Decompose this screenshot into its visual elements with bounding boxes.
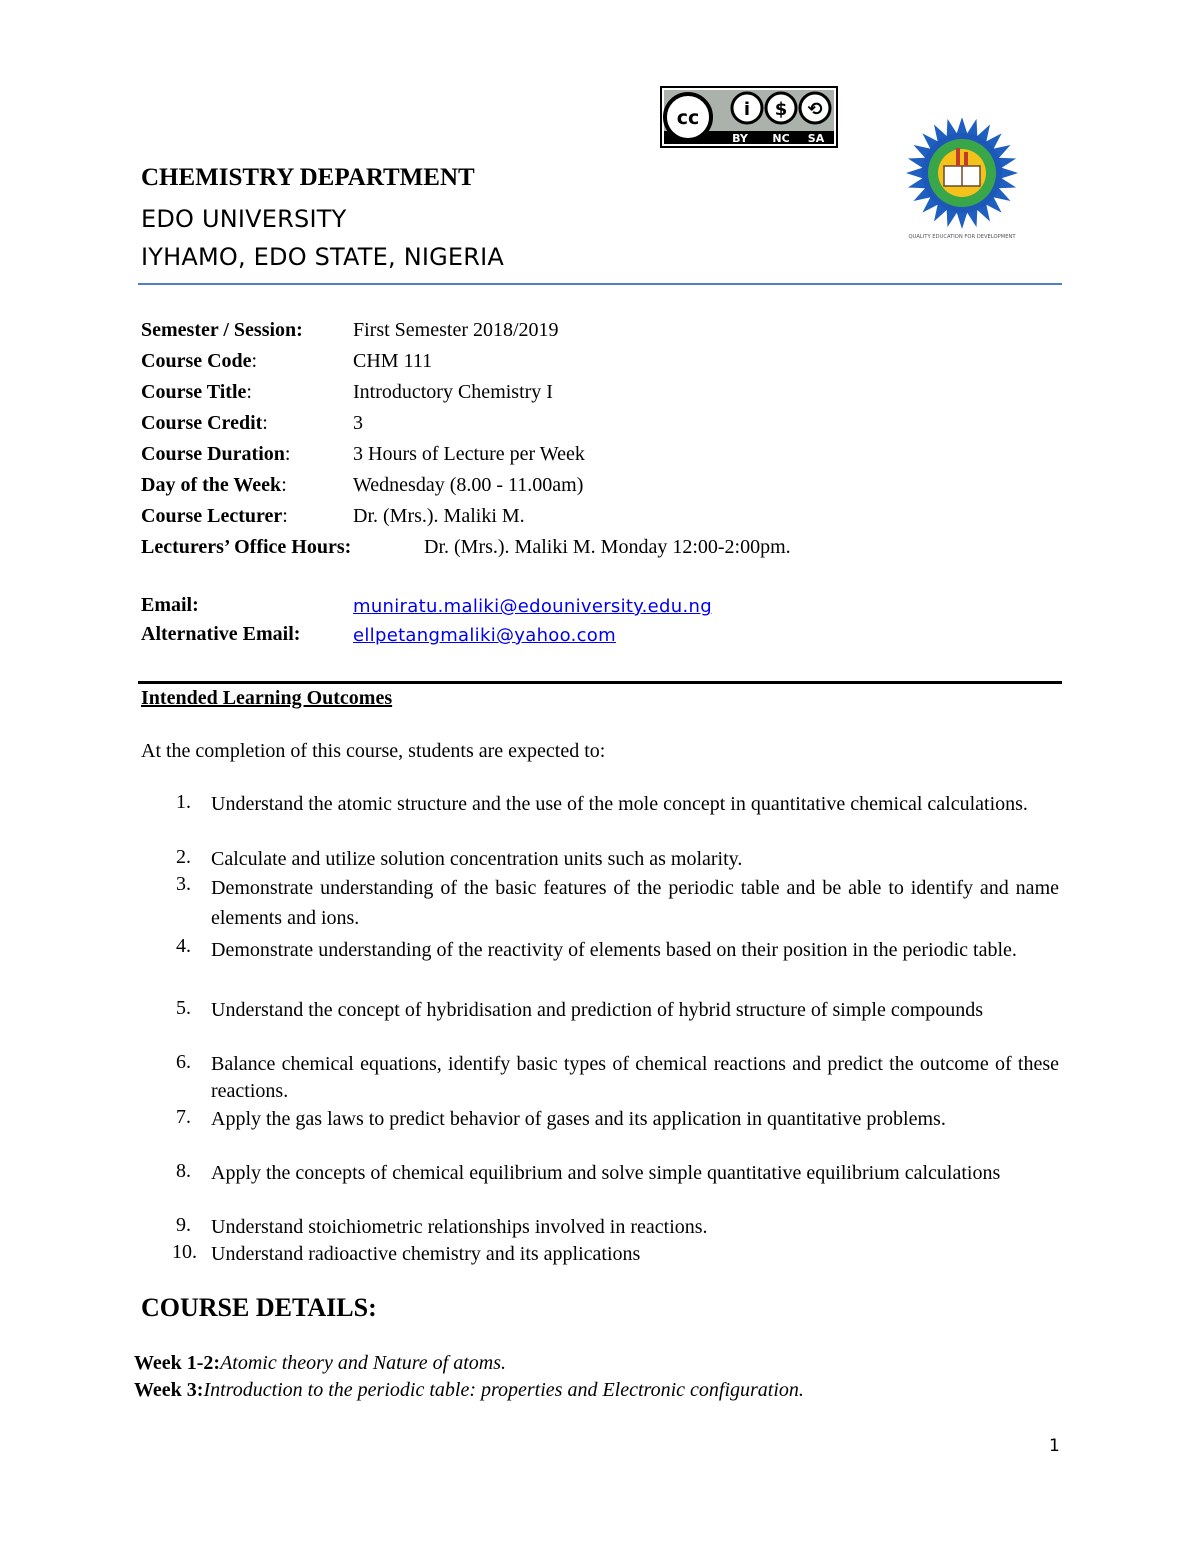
svg-text:BY: BY (732, 132, 748, 145)
list-item: Understand the concept of hybridisation and prediction of hybrid structure of simple compounds (211, 999, 984, 1021)
section-divider (138, 681, 1062, 684)
list-item-number: 6. (176, 1051, 191, 1073)
list-item-number: 4. (176, 935, 191, 957)
week-entry: Week 1-2:Atomic theory and Nature of atoms. (134, 1352, 506, 1374)
svg-text:i: i (743, 99, 751, 120)
alt-email-link[interactable]: ellpetangmaliki@yahoo.com (353, 625, 616, 646)
university-name: EDO UNIVERSITY (141, 205, 347, 233)
list-item: Understand radioactive chemistry and its applications (211, 1243, 641, 1265)
list-item-number: 9. (176, 1214, 191, 1236)
list-item-number: 2. (176, 846, 191, 868)
header-divider (138, 283, 1062, 285)
svg-text:$: $ (774, 99, 788, 120)
day-of-week-label: Day of the Week: (141, 474, 287, 496)
svg-text:QUALITY EDUCATION FOR DEVELOPM: QUALITY EDUCATION FOR DEVELOPMENT (908, 234, 1016, 240)
course-details-heading: COURSE DETAILS: (141, 1293, 377, 1322)
list-item: Demonstrate understanding of the basic features of the periodic table and be able to identify and name elements and ions. (211, 877, 1059, 929)
semester-label: Semester / Session: (141, 319, 303, 341)
outcomes-intro: At the completion of this course, students are expected to: (141, 740, 606, 762)
course-credit-label: Course Credit: (141, 412, 268, 434)
list-item: Demonstrate understanding of the reactivity of elements based on their position in the periodic table. (211, 939, 1017, 961)
semester-value: First Semester 2018/2019 (353, 319, 559, 341)
svg-text:NC: NC (772, 132, 790, 145)
university-location: IYHAMO, EDO STATE, NIGERIA (141, 243, 505, 271)
svg-text:⟲: ⟲ (807, 99, 823, 120)
cc-license-badge (660, 86, 838, 148)
week-entry: Week 3:Introduction to the periodic table: properties and Electronic configuration. (134, 1379, 804, 1401)
list-item: Apply the concepts of chemical equilibrium and solve simple quantitative equilibrium calculations (211, 1162, 1001, 1184)
course-lecturer-label: Course Lecturer: (141, 505, 288, 527)
list-item: Calculate and utilize solution concentration units such as molarity. (211, 848, 743, 870)
list-item: Apply the gas laws to predict behavior of gases and its application in quantitative problems. (211, 1108, 946, 1130)
course-duration-label: Course Duration: (141, 443, 291, 465)
course-duration-value: 3 Hours of Lecture per Week (353, 443, 585, 465)
svg-text:SA: SA (807, 132, 825, 145)
list-item-number: 7. (176, 1106, 191, 1128)
course-title-value: Introductory Chemistry I (353, 381, 553, 403)
flask-icon (956, 148, 960, 166)
course-title-label: Course Title: (141, 381, 252, 403)
list-item-number: 3. (176, 873, 191, 895)
department-name: CHEMISTRY DEPARTMENT (141, 164, 475, 191)
list-item: Balance chemical equations, identify basic types of chemical reactions and predict the outcome of these reactions. (211, 1053, 1059, 1102)
course-lecturer-value: Dr. (Mrs.). Maliki M. (353, 505, 525, 527)
course-code-label: Course Code: (141, 350, 258, 372)
office-hours-value: Dr. (Mrs.). Maliki M. Monday 12:00-2:00pm. (424, 536, 791, 558)
course-credit-value: 3 (353, 412, 363, 434)
page-number: 1 (1049, 1436, 1060, 1456)
university-seal-logo (898, 118, 1026, 244)
list-item-number: 8. (176, 1160, 191, 1182)
svg-text:cc: cc (676, 107, 700, 129)
list-item-number: 10. (172, 1241, 197, 1263)
list-item-number: 1. (176, 791, 191, 813)
alt-email-label: Alternative Email: (141, 623, 301, 645)
course-code-value: CHM 111 (353, 350, 433, 372)
list-item-number: 5. (176, 997, 191, 1019)
email-link[interactable]: muniratu.maliki@edouniversity.edu.ng (353, 596, 712, 617)
email-label: Email: (141, 594, 199, 616)
outcomes-heading: Intended Learning Outcomes (141, 687, 393, 709)
list-item: Understand the atomic structure and the use of the mole concept in quantitative chemical calculations. (211, 793, 1028, 815)
list-item: Understand stoichiometric relationships involved in reactions. (211, 1216, 708, 1238)
day-of-week-value: Wednesday (8.00 - 11.00am) (353, 474, 584, 496)
office-hours-label: Lecturers’ Office Hours: (141, 536, 352, 558)
